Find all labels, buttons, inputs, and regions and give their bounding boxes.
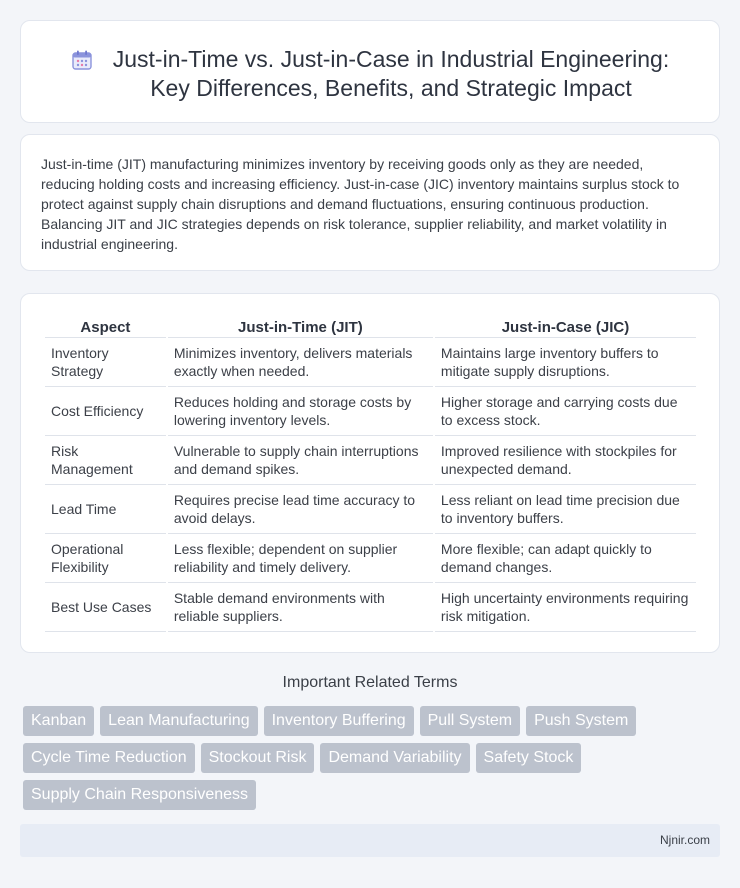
header-jic: Just-in-Case (JIC) (435, 316, 696, 338)
table-header-row (45, 316, 696, 338)
cell-aspect: Cost Efficiency (45, 387, 166, 436)
tag-cycle-time-reduction[interactable]: Cycle Time Reduction (23, 743, 195, 773)
cell-jic: High uncertainty environments requiring risk mitigation. (435, 583, 696, 632)
footer-site[interactable]: Njnir.com (659, 833, 710, 847)
table-row (45, 436, 696, 485)
tag-push-system[interactable]: Push System (526, 706, 636, 736)
tag-pull-system[interactable]: Pull System (420, 706, 520, 736)
tag-supply-chain-responsiveness[interactable]: Supply Chain Responsiveness (23, 780, 256, 810)
cell-jic: Maintains large inventory buffers to mitigate supply disruptions. (435, 338, 696, 387)
cell-aspect: Risk Management (45, 436, 166, 485)
related-terms-title: Important Related Terms (282, 674, 458, 691)
header-jit: Just-in-Time (JIT) (168, 316, 433, 338)
intro-paragraph: Just-in-time (JIT) manufacturing minimizes inventory by receiving goods only as they are needed, reducing holding costs and increasing efficiency. Just-in-case (JIC) inventory maintains surplus stock to protect against supply chain disruptions and demand fluctuations, ensuring continuous production. Balancing JIT and JIC strategies depends on risk tolerance, supplier reliability, and market volatility in industrial engineering. (41, 156, 680, 252)
comparison-card (20, 293, 720, 653)
table-row (45, 583, 696, 632)
cell-aspect: Inventory Strategy (45, 338, 166, 387)
table-row (45, 387, 696, 436)
tag-stockout-risk[interactable]: Stockout Risk (201, 743, 315, 773)
cell-jit: Reduces holding and storage costs by lowering inventory levels. (168, 387, 433, 436)
cell-aspect: Lead Time (45, 485, 166, 534)
comparison-table (43, 316, 698, 632)
tag-demand-variability[interactable]: Demand Variability (320, 743, 469, 773)
related-terms-list (23, 706, 723, 810)
cell-jit: Stable demand environments with reliable suppliers. (168, 583, 433, 632)
cell-aspect: Operational Flexibility (45, 534, 166, 583)
page-title (113, 45, 669, 103)
cell-jit: Vulnerable to supply chain interruptions and demand spikes. (168, 436, 433, 485)
cell-jic: Improved resilience with stockpiles for unexpected demand. (435, 436, 696, 485)
tag-kanban[interactable]: Kanban (23, 706, 94, 736)
cell-jit: Requires precise lead time accuracy to avoid delays. (168, 485, 433, 534)
cell-jit: Minimizes inventory, delivers materials exactly when needed. (168, 338, 433, 387)
table-row (45, 485, 696, 534)
cell-jic: Less reliant on lead time precision due to inventory buffers. (435, 485, 696, 534)
cell-jic: Higher storage and carrying costs due to excess stock. (435, 387, 696, 436)
page-title-line1: Just-in-Time vs. Just-in-Case in Industrial Engineering: (112, 46, 670, 72)
title-card (20, 20, 720, 123)
header-aspect: Aspect (45, 316, 166, 338)
tag-inventory-buffering[interactable]: Inventory Buffering (264, 706, 414, 736)
footer (20, 824, 720, 857)
calendar-icon (71, 49, 93, 71)
cell-jic: More flexible; can adapt quickly to demand changes. (435, 534, 696, 583)
table-row (45, 534, 696, 583)
cell-aspect: Best Use Cases (45, 583, 166, 632)
cell-jit: Less flexible; dependent on supplier reliability and timely delivery. (168, 534, 433, 583)
intro-card (20, 134, 720, 271)
title-row (21, 21, 719, 103)
tag-lean-manufacturing[interactable]: Lean Manufacturing (100, 706, 257, 736)
table-row (45, 338, 696, 387)
tag-safety-stock[interactable]: Safety Stock (476, 743, 582, 773)
page-title-line2: Key Differences, Benefits, and Strategic Impact (150, 75, 632, 101)
